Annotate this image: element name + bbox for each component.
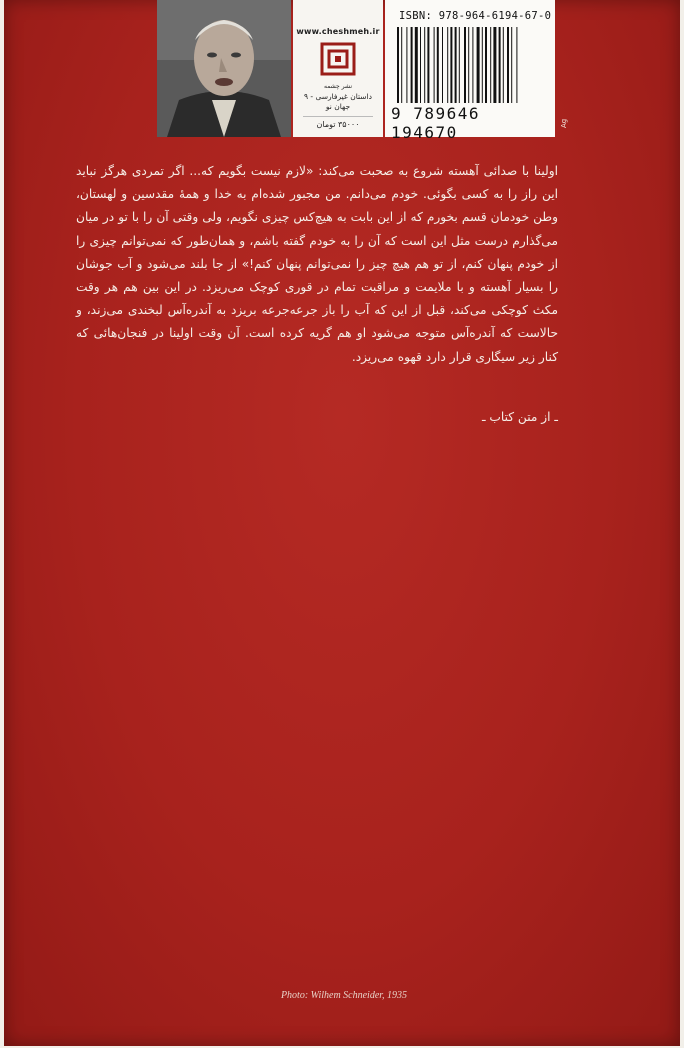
series-line: داستان غیرفارسی - ۹ [303, 92, 372, 101]
excerpt-text: اولینا با صدائی آهسته شروع به صحبت می‌کند: «لازم نیست بگویم که... اگر تمردی هرگز نباید این راز را به کسی بگوئی. خودم می‌دانم. من مجبور شده‌ام به خدا و همهٔ مقدسین و لهستان، وطن خودمان قسم بخورم که از این بابت به هیچ‌کس چیزی نگویم، ولی وقتی آن را با تو در میان می‌گذارم درست مثل این است که آن را به خودم گفته باشم، و همان‌طور که نمی‌توانم چیزی را از خودم پنهان کنم، از تو هم هیچ چیز را نمی‌توانم پنهان کنم!» از جا بلند می‌شود و آب جوشان را بسیار آهسته و با ملایمت و مراقبت تمام در قوری کوچک می‌ریزد. در این بین هم هر وقت مکث کوچکی می‌کند، قبل از این که آب را باز جرعه‌جرعه بریزد به آندره‌آس لبخندی می‌زند، و حالاست که آندره‌آس متوجه می‌شود او هم گریه کرده است. آن وقت اولینا در فنجان‌هائی که کنار زیر سیگاری قرار دارد قهوه می‌ریزد. [76, 164, 558, 364]
isbn-label: ISBN: 978-964-6194-67-0 [399, 10, 552, 22]
barcode-digits: 9 789646 194670 [391, 104, 481, 142]
excerpt-source: ـ از متن کتاب ـ [481, 410, 558, 424]
price-label: ۳۵۰۰۰ تومان [303, 116, 373, 129]
author-photo [157, 0, 291, 137]
back-cover [4, 0, 680, 1046]
publisher-logo-icon [320, 42, 356, 76]
series-name: جهان نو [325, 102, 351, 111]
barcode-icon [397, 27, 545, 103]
author-portrait-image [157, 0, 291, 137]
publisher-info [293, 82, 383, 112]
publisher-url: www.cheshmeh.ir [296, 27, 380, 36]
photo-credit: Photo: Wilhem Schneider, 1935 [280, 990, 408, 1001]
side-code: Ag [560, 118, 568, 128]
series-label: نشر چشمه [324, 83, 352, 90]
barcode-panel [385, 0, 555, 142]
publisher-panel [293, 0, 383, 137]
